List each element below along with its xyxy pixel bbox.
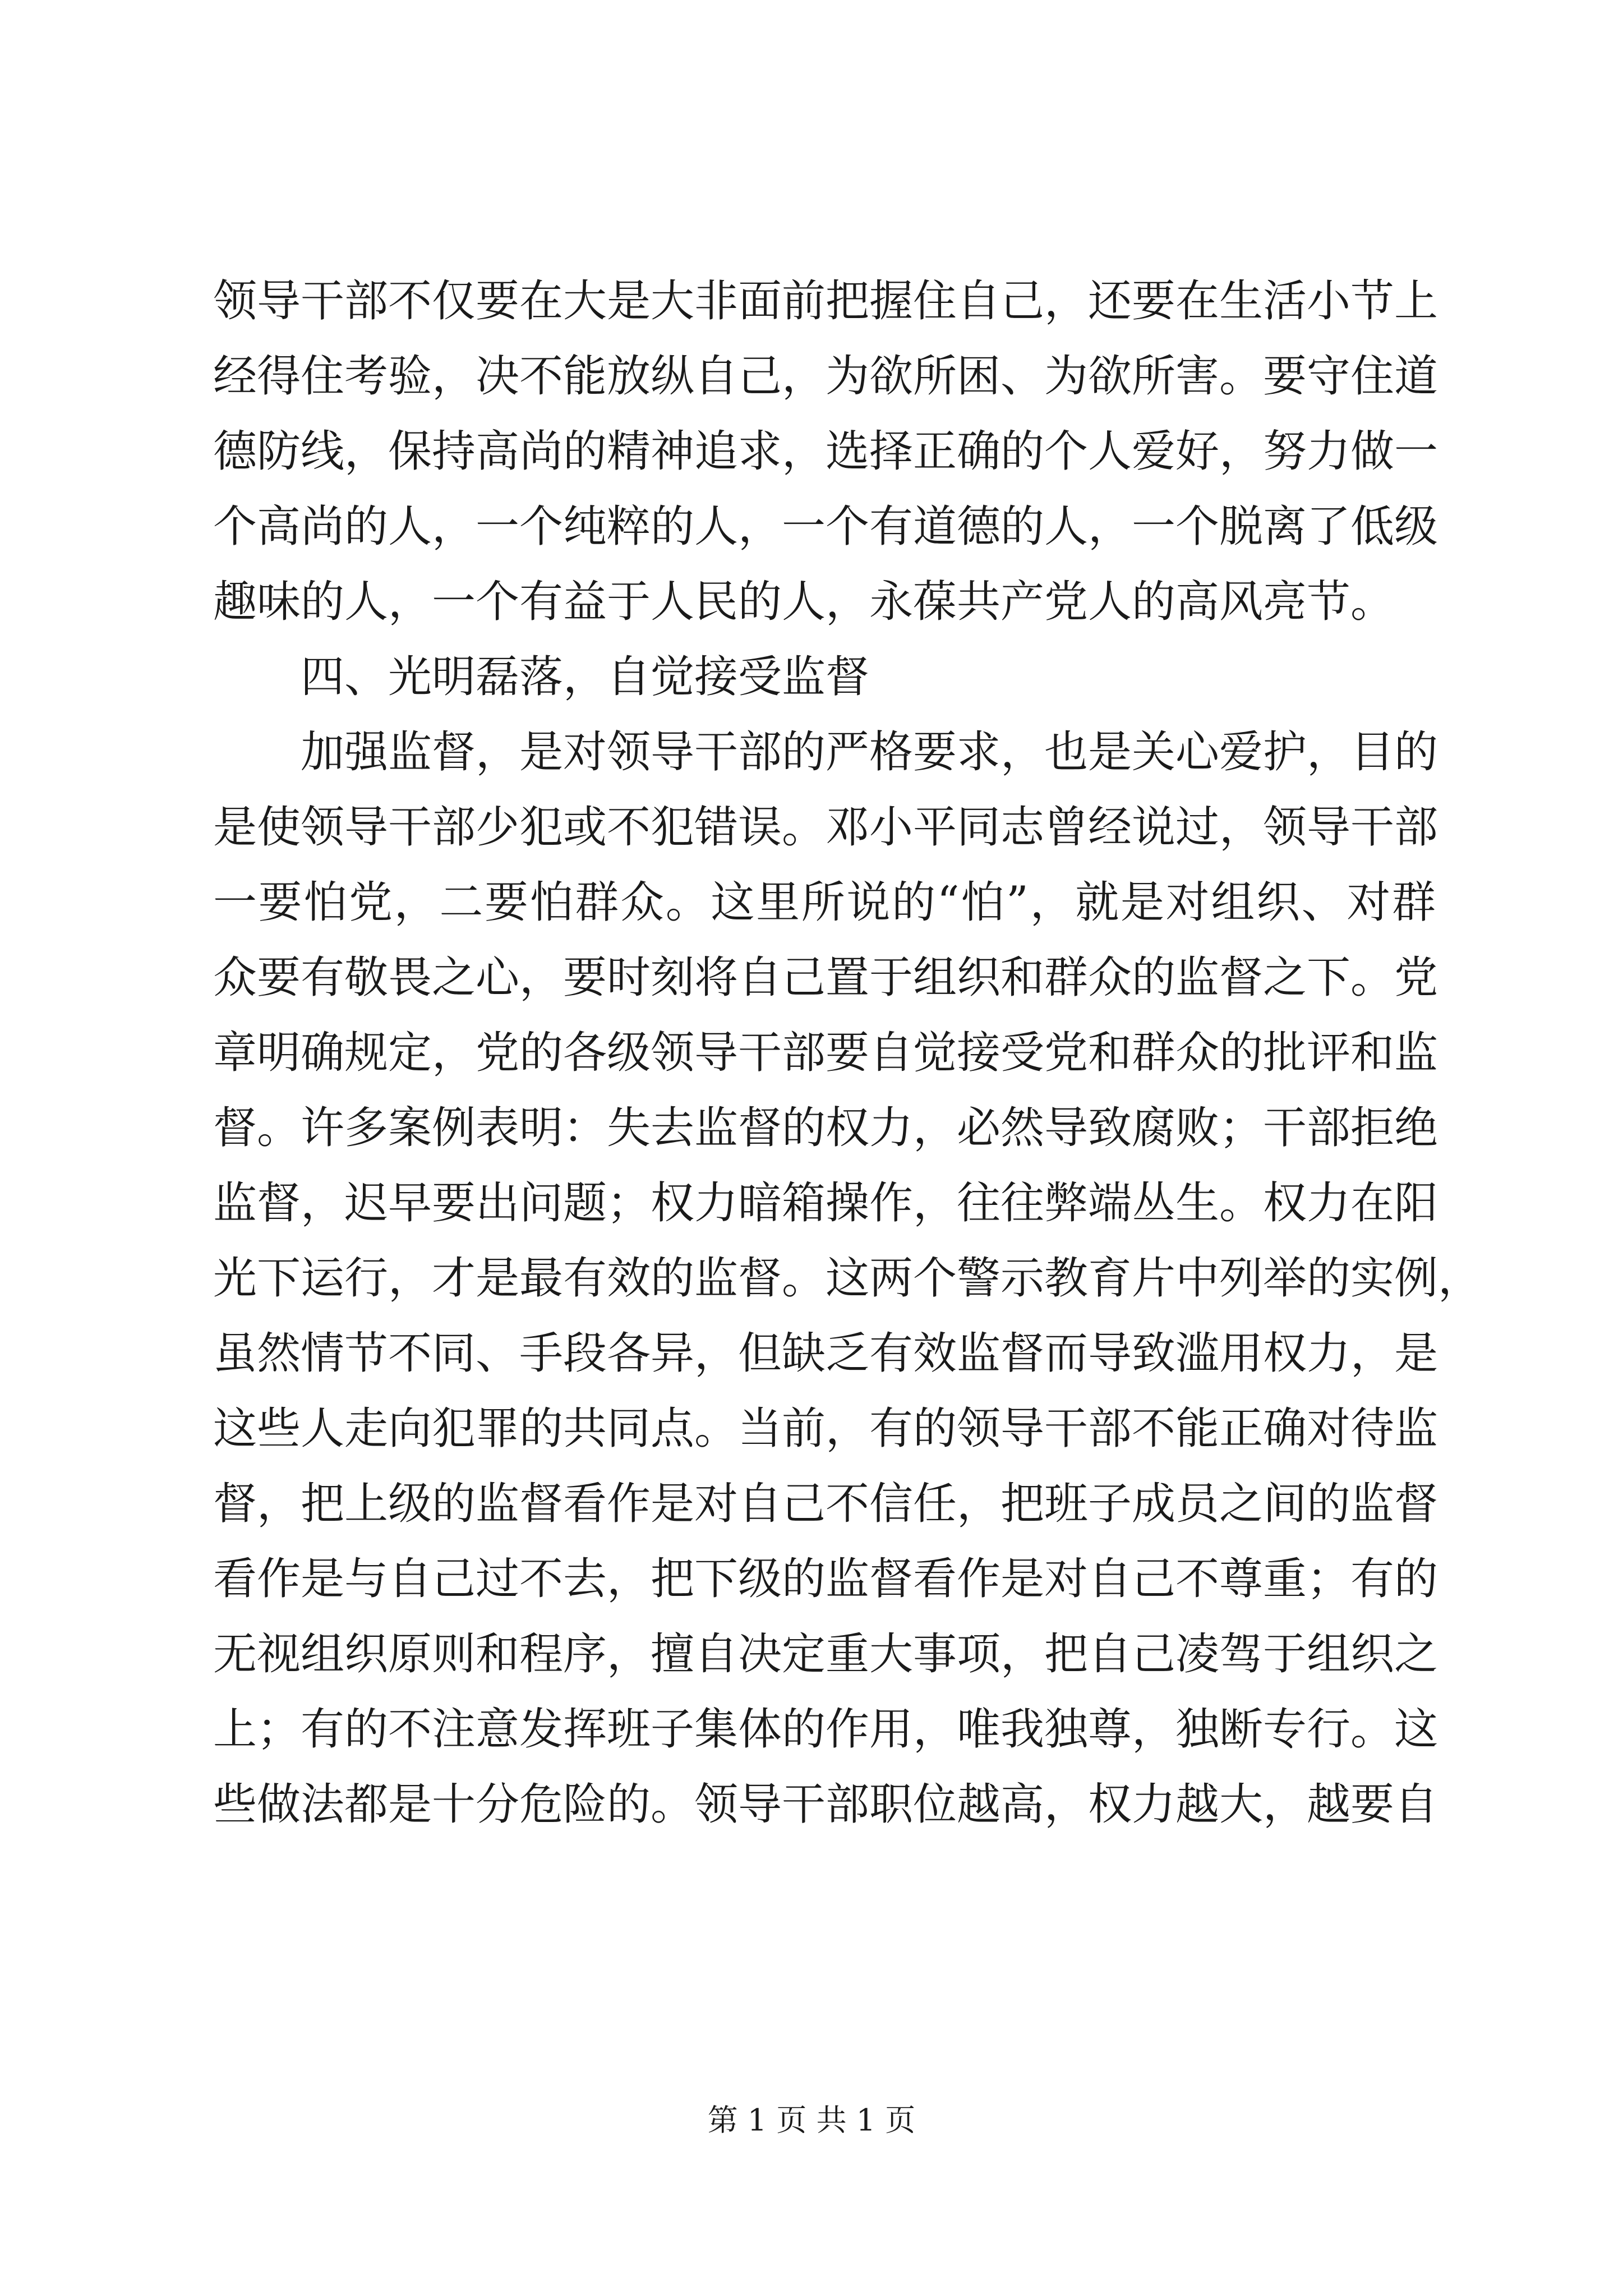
- text-line: 章明确规定，党的各级领导干部要自觉接受党和群众的批评和监: [213, 1028, 1438, 1078]
- text-line: 加强监督，是对领导干部的严格要求，也是关心爱护，目的: [301, 727, 1438, 777]
- section-heading: [213, 639, 1436, 715]
- section-heading-text: 四、光明磊落，自觉接受监督: [301, 652, 870, 702]
- document-body: [213, 264, 1482, 1842]
- text-line: 上；有的不注意发挥班子集体的作用，唯我独尊，独断专行。这: [213, 1704, 1438, 1755]
- text-line: 督。许多案例表明：失去监督的权力，必然导致腐败；干部拒绝: [213, 1103, 1438, 1153]
- text-line: 无视组织原则和程序，擅自决定重大事项，把自己凌驾于组织之: [213, 1629, 1438, 1680]
- text-line: 这些人走向犯罪的共同点。当前，有的领导干部不能正确对待监: [213, 1404, 1438, 1454]
- text-line: 督，把上级的监督看作是对自己不信任，把班子成员之间的监督: [213, 1479, 1438, 1529]
- page-footer: [0, 2098, 1623, 2143]
- text-line: 德防线，保持高尚的精神追求，选择正确的个人爱好，努力做一: [213, 426, 1438, 477]
- text-line: 领导干部不仅要在大是大非面前把握住自己，还要在生活小节上: [213, 276, 1438, 326]
- paragraph-1: [213, 264, 1436, 639]
- paragraph-2: [213, 715, 1482, 1842]
- text-line: 一要怕党，二要怕群众。这里所说的“怕”，就是对组织、对群: [213, 877, 1436, 928]
- text-line: 众要有敬畏之心，要时刻将自己置于组织和群众的监督之下。党: [213, 953, 1438, 1003]
- text-line: 个高尚的人，一个纯粹的人，一个有道德的人，一个脱离了低级: [213, 501, 1438, 552]
- text-line: 经得住考验，决不能放纵自己，为欲所困、为欲所害。要守住道: [213, 351, 1438, 402]
- text-line: 些做法都是十分危险的。领导干部职位越高，权力越大，越要自: [213, 1779, 1438, 1830]
- text-line: 光下运行，才是最有效的监督。这两个警示教育片中列举的实例，: [213, 1253, 1482, 1304]
- text-line: 是使领导干部少犯或不犯错误。邓小平同志曾经说过，领导干部: [213, 802, 1438, 853]
- text-line: 趣味的人，一个有益于人民的人，永葆共产党人的高风亮节。: [213, 577, 1395, 627]
- text-line: 虽然情节不同、手段各异，但缺乏有效监督而导致滥用权力，是: [213, 1328, 1438, 1379]
- text-line: 看作是与自己过不去，把下级的监督看作是对自己不尊重；有的: [213, 1554, 1438, 1604]
- text-line: 监督，迟早要出问题；权力暗箱操作，往往弊端丛生。权力在阳: [213, 1178, 1438, 1228]
- page-number-label: 第 1 页 共 1 页: [707, 2102, 916, 2138]
